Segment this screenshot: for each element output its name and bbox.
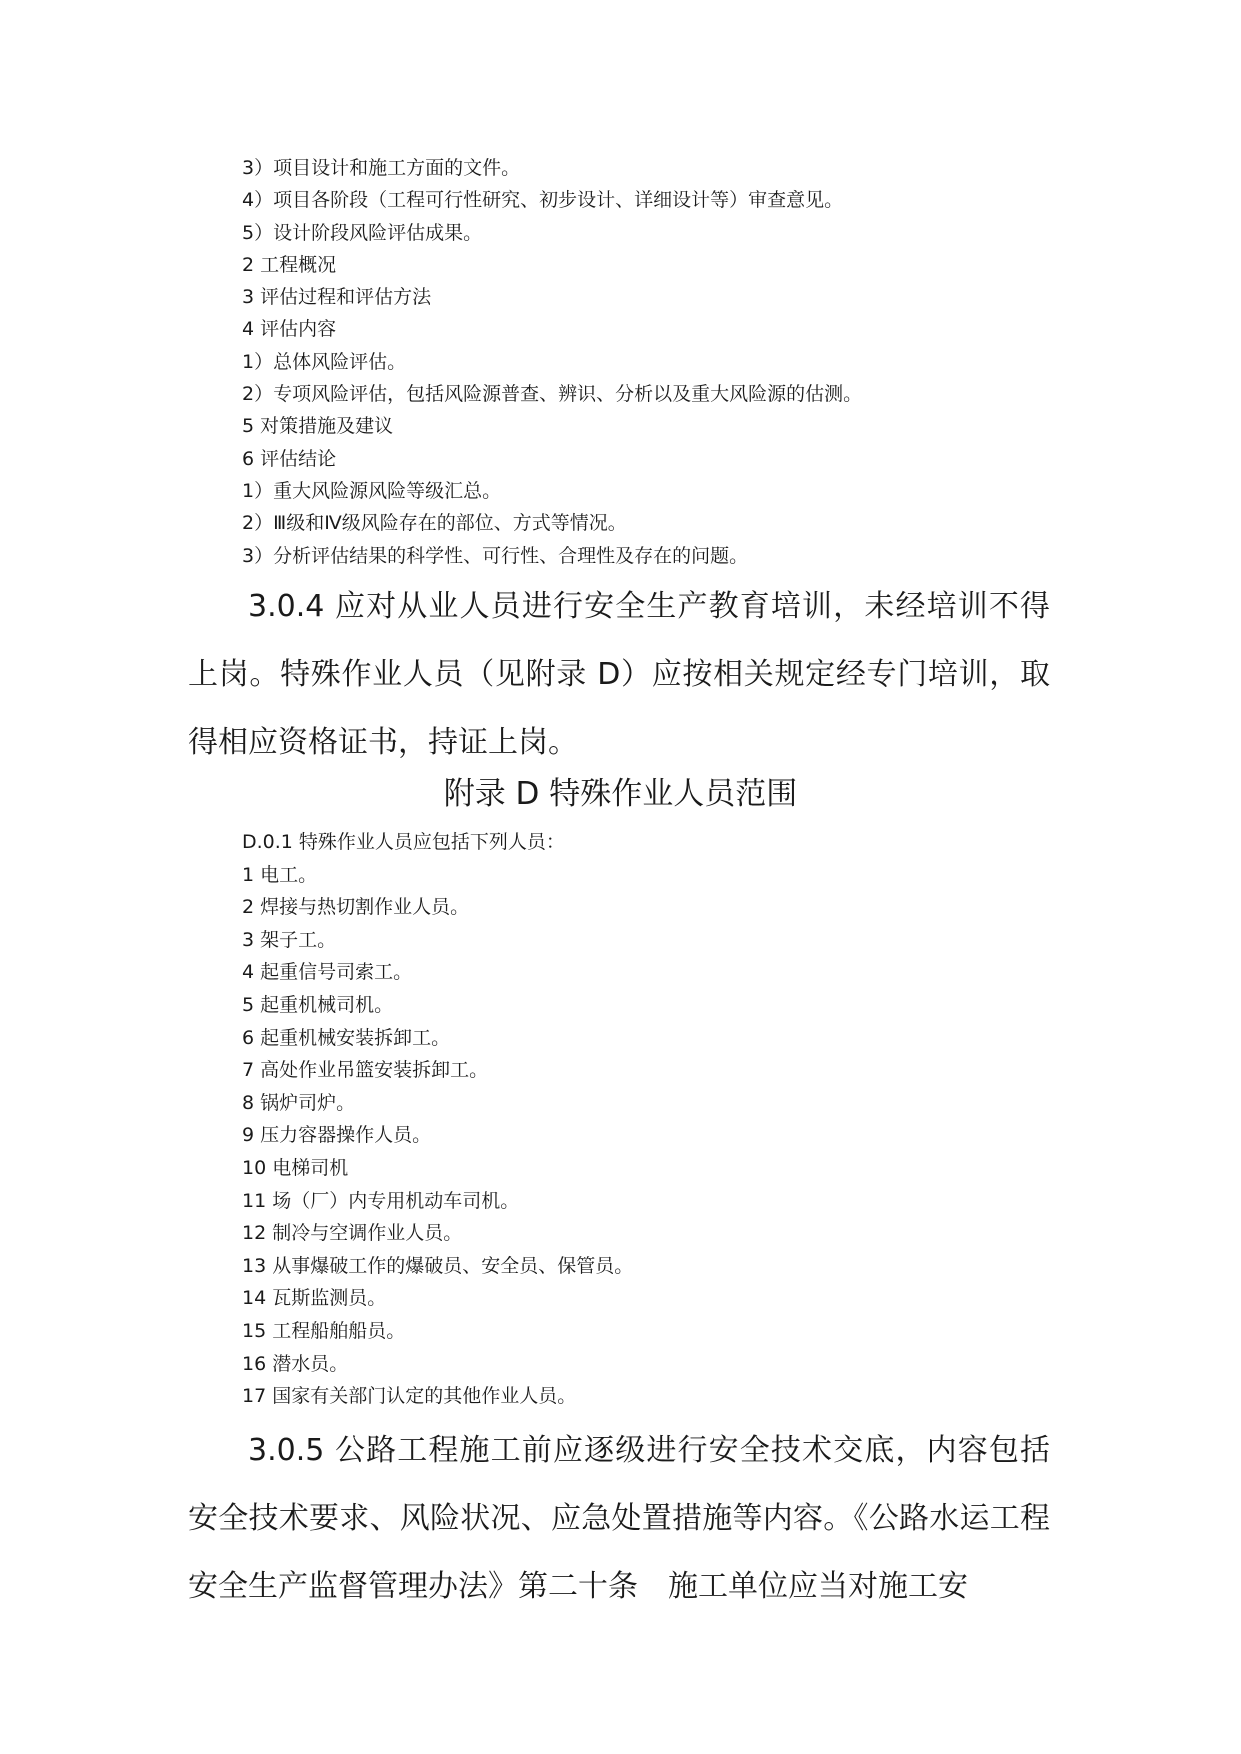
clause-3-0-4: 3.0.4 应对从业人员进行安全生产教育培训，未经培训不得上岗。特殊作业人员（见附录 D）应按相关规定经专门培训，取得相应资格证书，持证上岗。 — [188, 589, 1050, 760]
list-item: 4 评估内容 — [242, 318, 337, 341]
list-item: 3）分析评估结果的科学性、可行性、合理性及存在的问题。 — [242, 544, 749, 567]
list-item: 12 制冷与空调作业人员。 — [242, 1222, 463, 1245]
list-item: 11 场（厂）内专用机动车司机。 — [242, 1189, 520, 1212]
list-item: 2）Ⅲ级和Ⅳ级风险存在的部位、方式等情况。 — [242, 512, 627, 535]
list-item: 5 对策措施及建议 — [242, 415, 394, 438]
list-item: 5）设计阶段风险评估成果。 — [242, 221, 483, 244]
list-item: 2 工程概况 — [242, 253, 337, 276]
list-item: 3 架子工。 — [242, 928, 337, 951]
appendix-d-title: 附录 D 特殊作业人员范围 — [443, 776, 798, 812]
list-item: 5 起重机械司机。 — [242, 993, 394, 1016]
list-item: 15 工程船舶船员。 — [242, 1319, 406, 1342]
list-item: 2 焊接与热切割作业人员。 — [242, 896, 470, 919]
list-item: 13 从事爆破工作的爆破员、安全员、保管员。 — [242, 1254, 634, 1277]
list-item: 2）专项风险评估，包括风险源普查、辨识、分析以及重大风险源的估测。 — [242, 383, 863, 406]
list-item: 9 压力容器操作人员。 — [242, 1124, 432, 1147]
list-item: 3 评估过程和评估方法 — [242, 286, 432, 309]
list-item: 6 评估结论 — [242, 447, 337, 470]
list-item: 17 国家有关部门认定的其他作业人员。 — [242, 1385, 577, 1408]
list-item: 4）项目各阶段（工程可行性研究、初步设计、详细设计等）审查意见。 — [242, 189, 844, 212]
list-item: 1）重大风险源风险等级汇总。 — [242, 479, 502, 502]
list-item: D.0.1 特殊作业人员应包括下列人员： — [242, 831, 565, 853]
special-workers-list — [242, 826, 1122, 1413]
list-item: 14 瓦斯监测员。 — [242, 1287, 387, 1310]
list-item: 1）总体风险评估。 — [242, 350, 407, 373]
list-item: 3）项目设计和施工方面的文件。 — [242, 157, 521, 179]
list-item: 7 高处作业吊篮安装拆卸工。 — [242, 1059, 489, 1082]
list-item: 4 起重信号司索工。 — [242, 961, 413, 984]
list-item: 6 起重机械安装拆卸工。 — [242, 1026, 451, 1049]
assessment-content-list — [242, 152, 1122, 572]
list-item: 8 锅炉司炉。 — [242, 1091, 356, 1114]
list-item: 1 电工。 — [242, 863, 318, 886]
list-item: 10 电梯司机 — [242, 1156, 349, 1179]
list-item: 16 潜水员。 — [242, 1352, 349, 1375]
clause-3-0-5: 3.0.5 公路工程施工前应逐级进行安全技术交底，内容包括安全技术要求、风险状况、应急处置措施等内容。《公路水运工程安全生产监督管理办法》第二十条 施工单位应当对施工安 — [188, 1433, 1050, 1604]
